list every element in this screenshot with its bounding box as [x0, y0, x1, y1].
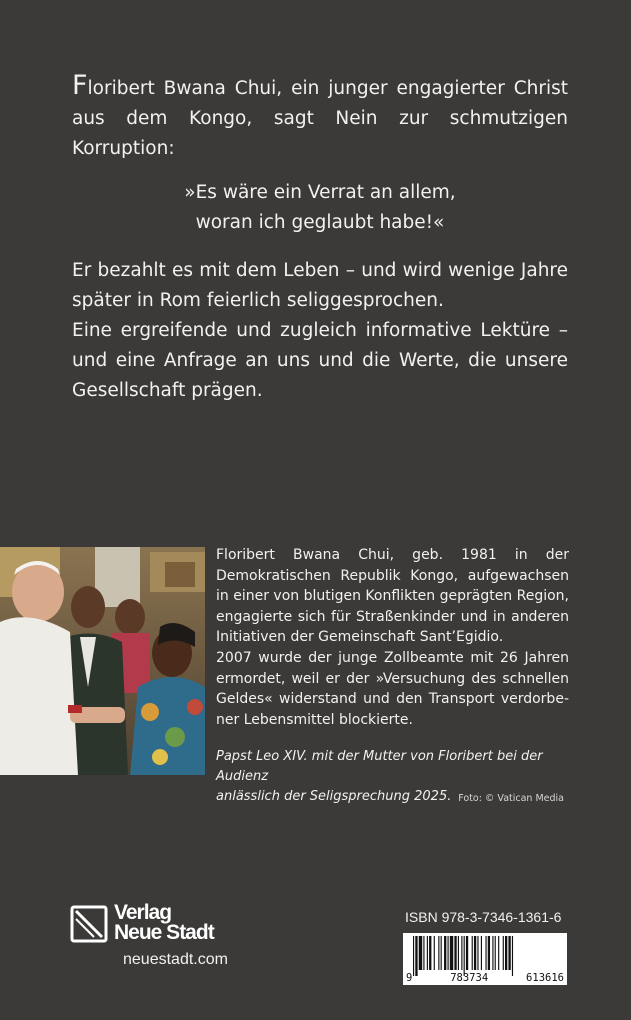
barcode-bar [434, 936, 435, 970]
caption-line-2: anlässlich der Seligsprechung 2025. [216, 789, 452, 804]
barcode-bar [441, 936, 442, 970]
blurb-paragraph-2: Er bezahlt es mit dem Leben – und wird wenige Jahre später in Rom feierlich seliggesprochen. [72, 260, 568, 311]
barcode-bar [512, 936, 513, 976]
bio-paragraph-1: Floribert Bwana Chui, geb. 1981 in der Demokratischen Republik Kongo, aufgewachsen in einer von blutigen Konflikten geprägten Region, engagierte sich für Straßenkinder und in anderen Initiativen der Gemeinschaft Sant’Egidio. [216, 547, 570, 646]
barcode-bar [461, 936, 462, 970]
bio-paragraph-2: 2007 wurde der junge Zollbeamte mit 26 Jahren ermordet, weil er der »Versuchung des schnellen Geldes« widerstand und den Transport verdorbener Lebensmittel blockierte. [216, 649, 569, 728]
photo-illustration [0, 547, 205, 775]
quote-line-2: woran ich geglaubt habe!« [195, 212, 445, 233]
barcode-bars [403, 936, 567, 976]
barcode-bar [427, 936, 428, 970]
blurb-paragraph-3: Eine ergreifende und zugleich informative Lektüre – und eine Anfrage an uns und die Werte, die unsere Gesellschaft prägen. [72, 320, 568, 401]
barcode-bar [429, 936, 431, 970]
isbn-label: ISBN 978-3-7346-1361-6 [405, 909, 562, 925]
barcode-bar [477, 936, 478, 970]
intro-paragraph [72, 70, 568, 164]
barcode-bar [458, 936, 459, 970]
barcode-bar [503, 936, 504, 970]
barcode-bar [505, 936, 507, 970]
barcode-bar [492, 936, 493, 970]
barcode-bar [438, 936, 439, 970]
quote-line-1: »Es wäre ein Verrat an allem, [184, 182, 456, 203]
intro-text: loribert Bwana Chui, ein junger engagierter Christ aus dem Kongo, sagt Nein zur schmutzigen Korruption: [72, 78, 568, 159]
barcode-bar [415, 936, 417, 976]
barcode-bar [485, 936, 486, 970]
barcode-bar [413, 936, 414, 976]
barcode-bar [472, 936, 473, 970]
publisher-logo-text [114, 903, 214, 943]
barcode-bar [419, 936, 422, 970]
barcode-bar [466, 936, 468, 970]
author-bio [216, 545, 569, 730]
publisher-logo-icon [70, 905, 108, 943]
barcode-digit-first: 9 [406, 972, 413, 984]
barcode-bar [450, 936, 453, 970]
barcode-bar [498, 936, 499, 970]
barcode-bar [481, 936, 482, 970]
barcode-bar [508, 936, 510, 970]
barcode-bar [423, 936, 424, 970]
quote [72, 178, 568, 238]
barcode-digits-right: 613616 [526, 972, 564, 984]
barcode-bar [448, 936, 449, 970]
logo-line-2: Neue Stadt [114, 921, 214, 944]
isbn-barcode [403, 933, 567, 985]
logo-line-1: Verlag [114, 901, 172, 924]
publisher-website: neuestadt.com [123, 951, 228, 968]
barcode-bar [464, 936, 465, 976]
photo-credit: Foto: © Vatican Media [458, 793, 564, 804]
barcode-bar [488, 936, 490, 970]
publisher-logo [70, 903, 270, 948]
barcode-digits-left: 783734 [450, 972, 489, 984]
barcode-bar [454, 936, 456, 970]
barcode-digits [403, 972, 567, 984]
back-cover-blurb [72, 70, 568, 406]
caption-line-1: Papst Leo XIV. mit der Mutter von Floribert bei der Audienz [216, 749, 543, 784]
audience-photo [0, 547, 205, 775]
barcode-bar [495, 936, 496, 970]
drop-cap: F [72, 70, 88, 101]
barcode-bar [474, 936, 476, 970]
barcode-bar [444, 936, 446, 970]
